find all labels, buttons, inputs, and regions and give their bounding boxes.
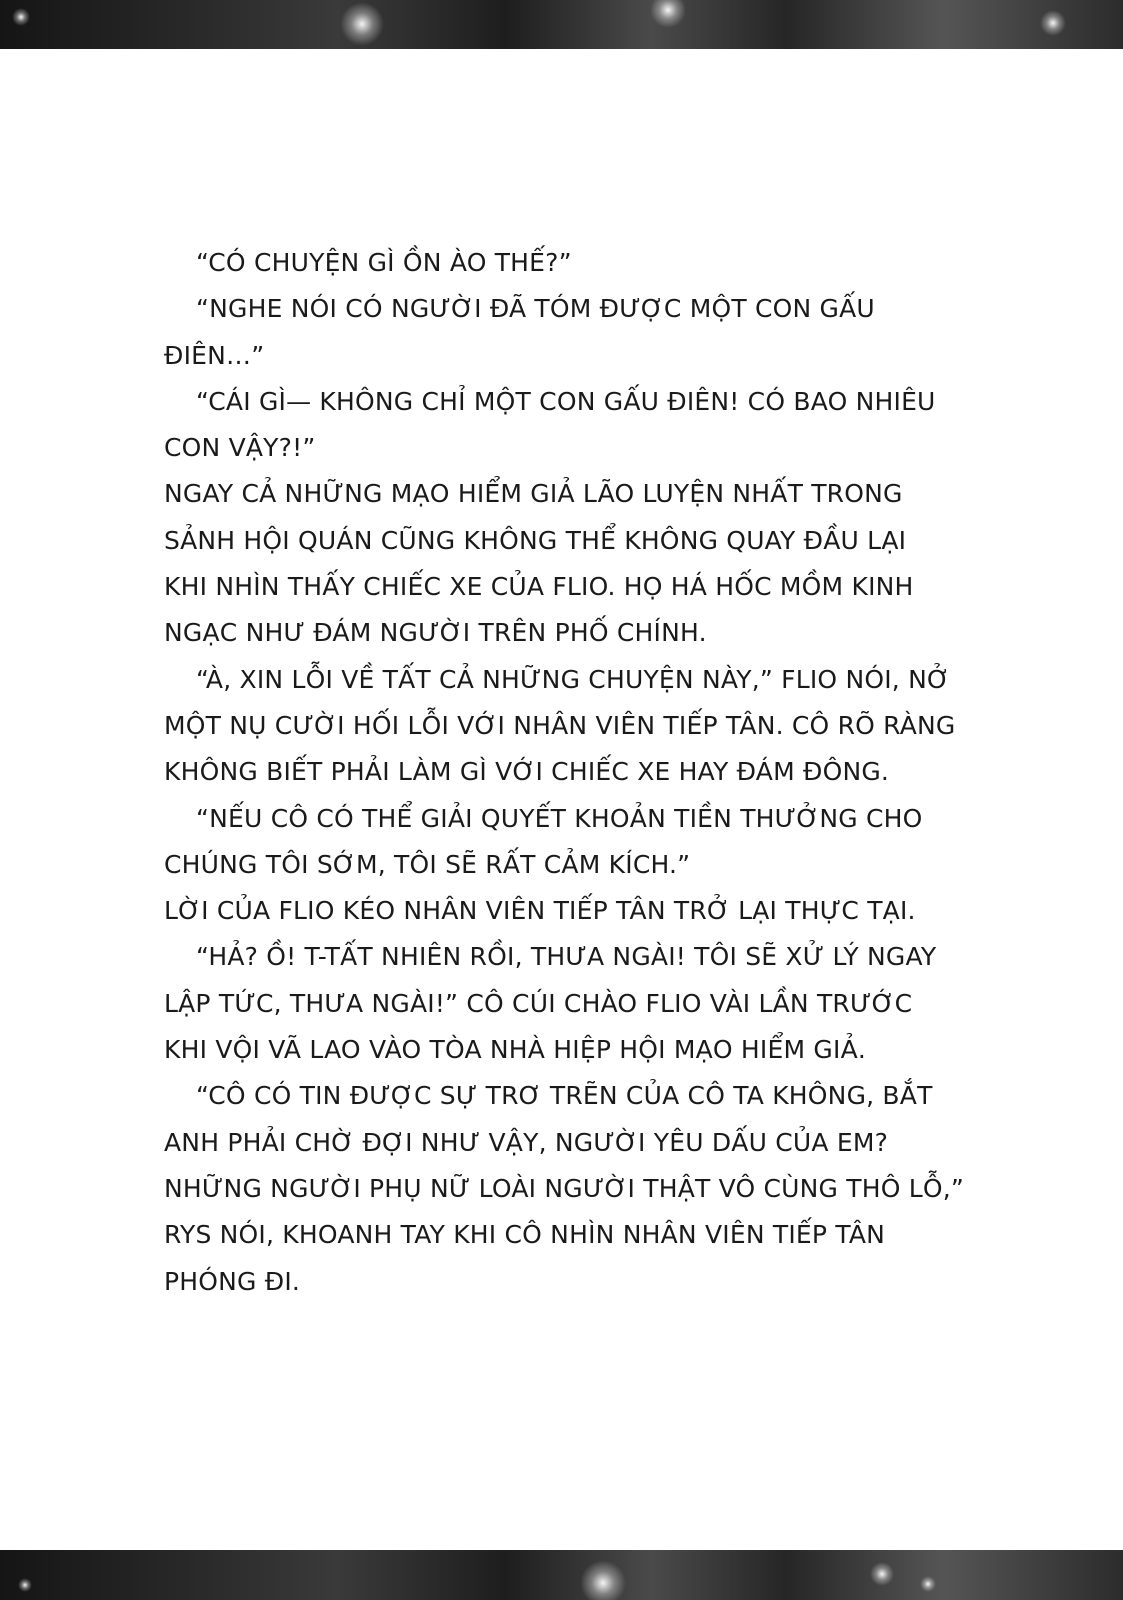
- text-line: KHI VỘI VÃ LAO VÀO TÒA NHÀ HIỆP HỘI MẠO HIỂM GIẢ.: [164, 1035, 867, 1065]
- text-line: ANH PHẢI CHỜ ĐỢI NHƯ VẬY, NGƯỜI YÊU DẤU CỦA EM?: [164, 1127, 889, 1157]
- text-line: NGAY CẢ NHỮNG MẠO HIỂM GIẢ LÃO LUYỆN NHẤT TRONG: [164, 479, 903, 509]
- text-line: MỘT NỤ CƯỜI HỐI LỖI VỚI NHÂN VIÊN TIẾP TÂN. CÔ RÕ RÀNG: [164, 710, 956, 740]
- sparkle-decoration: [18, 1578, 32, 1592]
- text-line: “NGHE NÓI CÓ NGƯỜI ĐÃ TÓM ĐƯỢC MỘT CON GẤU: [196, 294, 875, 324]
- text-line: “CÁI GÌ— KHÔNG CHỈ MỘT CON GẤU ĐIÊN! CÓ BAO NHIÊU: [196, 386, 936, 416]
- text-line: CON VẬY?!”: [164, 433, 316, 463]
- text-line: “CÔ CÓ TIN ĐƯỢC SỰ TRƠ TRẼN CỦA CÔ TA KHÔNG, BẮT: [196, 1081, 933, 1111]
- text-line: “À, XIN LỖI VỀ TẤT CẢ NHỮNG CHUYỆN NÀY,” FLIO NÓI, NỞ: [196, 664, 951, 694]
- text-line: KHÔNG BIẾT PHẢI LÀM GÌ VỚI CHIẾC XE HAY ĐÁM ĐÔNG.: [164, 757, 890, 787]
- text-line: NGẠC NHƯ ĐÁM NGƯỜI TRÊN PHỐ CHÍNH.: [164, 618, 707, 648]
- sparkle-decoration: [650, 0, 686, 28]
- sparkle-decoration: [12, 8, 30, 26]
- text-line: LỜI CỦA FLIO KÉO NHÂN VIÊN TIẾP TÂN TRỞ LẠI THỰC TẠI.: [164, 896, 916, 926]
- text-line: RYS NÓI, KHOANH TAY KHI CÔ NHÌN NHÂN VIÊN TIẾP TÂN: [164, 1220, 886, 1250]
- text-line: “HẢ? Ồ! T-TẤT NHIÊN RỒI, THƯA NGÀI! TÔI SẼ XỬ LÝ NGAY: [196, 942, 937, 972]
- sparkle-decoration: [870, 1562, 894, 1586]
- sparkle-decoration: [340, 2, 384, 46]
- text-line: PHÓNG ĐI.: [164, 1266, 301, 1296]
- bottom-decorative-band: [0, 1550, 1123, 1600]
- sparkle-decoration: [580, 1560, 626, 1600]
- text-line: NHỮNG NGƯỜI PHỤ NỮ LOÀI NGƯỜI THẬT VÔ CÙNG THÔ LỖ,”: [164, 1173, 965, 1203]
- text-line: CHÚNG TÔI SỚM, TÔI SẼ RẤT CẢM KÍCH.”: [164, 849, 691, 879]
- text-line: SẢNH HỘI QUÁN CŨNG KHÔNG THỂ KHÔNG QUAY ĐẦU LẠI: [164, 525, 907, 555]
- sparkle-decoration: [1040, 10, 1066, 36]
- body-text: [164, 240, 984, 1305]
- text-line: LẬP TỨC, THƯA NGÀI!” CÔ CÚI CHÀO FLIO VÀI LẦN TRƯỚC: [164, 988, 913, 1018]
- text-line: KHI NHÌN THẤY CHIẾC XE CỦA FLIO. HỌ HÁ HỐC MỒM KINH: [164, 572, 914, 602]
- text-line: “NẾU CÔ CÓ THỂ GIẢI QUYẾT KHOẢN TIỀN THƯỞNG CHO: [196, 803, 923, 833]
- top-decorative-band: [0, 0, 1123, 49]
- sparkle-decoration: [920, 1576, 936, 1592]
- text-line: ĐIÊN…”: [164, 340, 265, 370]
- text-line: “CÓ CHUYỆN GÌ ỒN ÀO THẾ?”: [196, 248, 572, 277]
